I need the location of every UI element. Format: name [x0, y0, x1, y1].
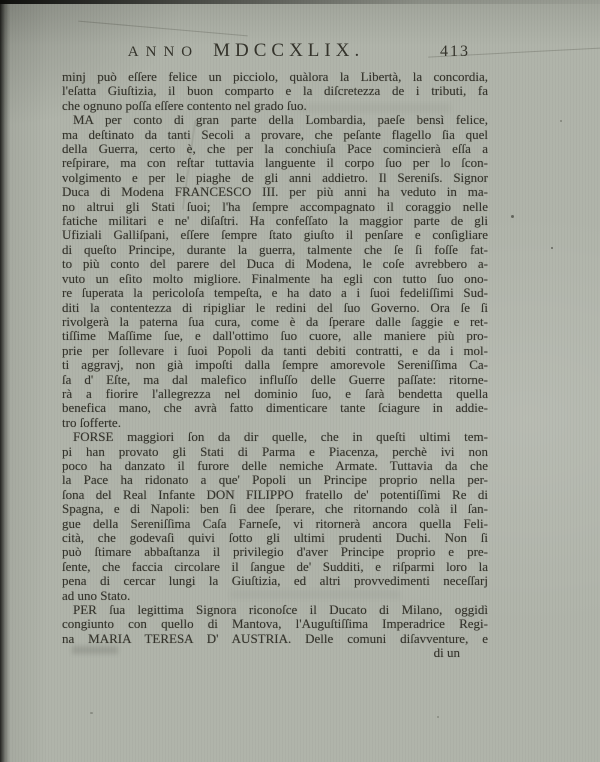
text-line: re ſuperata la pericoloſa tempeſta, e ha dato a i ſuoi fedeliſſimi Sud- [62, 285, 488, 301]
paragraph [62, 603, 488, 646]
text-line: ſona del Real Infante DON FILIPPO fratello de' potentiſſimi Re di [62, 486, 488, 502]
text-line: della Guerra, certo è, che per la conchiuſa Pace comincierà eſſa a [62, 141, 488, 157]
text-line: vuto un eſito molto migliore. Finalmente ha egli con tutto ſuo ono- [62, 270, 488, 286]
text-line: MA per conto di gran parte della Lombardia, paeſe bensì felice, [73, 112, 488, 128]
text-line: Duca di Modena FRANCESCO III. per più anni ha veduto in ma- [62, 184, 488, 200]
text-line: rà a fiorire l'allegrezza nel dominio ſuo, e ſarà bendetta quella [62, 385, 488, 401]
text-line: pi han provato gli Stati di Parma e Piacenza, perchè ivi non [62, 443, 488, 459]
text-line: volgimento e per le piaghe de gli anni addietro. Il Sereniſs. Signor [62, 169, 488, 185]
text-line: ma deſtinato da tanti Secoli a provare, che peſante flagello ſia quel [62, 126, 488, 142]
text-line: cità, che godevaſi quivi ſotto gli ultimi prudenti Duchi. Non ſi [62, 530, 488, 545]
text-line: PER ſua legittima Signora riconoſce il Ducato di Milano, oggidì [73, 602, 488, 618]
running-header [62, 40, 488, 64]
page-number: 413 [440, 43, 470, 60]
text-line: prie per ſollevare i ſuoi Popoli da tanti debiti contratti, e da i mol- [62, 342, 488, 358]
bleed-through-smudge [300, 104, 450, 112]
paragraph [62, 430, 488, 603]
ink-speck [511, 215, 514, 218]
text-line: minj può eſſere felice un picciolo, quàlora la Libertà, la concordia, [62, 69, 488, 84]
text-line: la Pace ha ridonato a que' Popoli un Principe proprio nella per- [62, 472, 488, 488]
ink-speck [90, 712, 93, 714]
text-line: pena di cercar lungi la Giuſtizia, ed altri provvedimenti neceſſarj [62, 573, 488, 589]
text-line: poco ha danzato il furore delle nemiche Armate. Tuttavia da che [62, 457, 488, 473]
text-line: Spagna, e di Napoli: ben ſi dee ſperare, che ritornando colà il ſan- [62, 501, 488, 517]
text-line: può ſtimare abbaſtanza il privilegio d'aver Principe proprio e pre- [62, 544, 488, 560]
scan-left-edge-shadow [0, 0, 10, 762]
text-line: reſpirare, ma con reſtar tuttavia languente il corpo ſuo per lo ſcon- [62, 155, 488, 171]
text-line: congiunto con quello di Mantova, l'Auguſtiſſima Imperadrice Regi- [62, 616, 488, 632]
header-year-numeral: MDCCXLIX. [213, 40, 365, 61]
scan-top-edge-shadow [0, 0, 600, 4]
text-line: tro ſofferte. [62, 414, 121, 430]
bleed-through-smudge [230, 590, 400, 599]
text-line: tiſſime Maſſime ſue, e dall'ottimo ſuo cuore, alle maniere più pro- [62, 328, 488, 344]
body-text [62, 70, 488, 661]
paper-crease [78, 21, 247, 37]
text-line: ti aggravj, non già impoſti dalla ſempre amorevole Sereniſſima Ca- [62, 357, 488, 373]
text-line: na MARIA TERESA D' AUSTRIA. Delle comuni diſavventure, e [62, 630, 488, 646]
text-line: ſa d' Eſte, ma dal malefico influſſo delle Guerre paſſate: ritorne- [62, 371, 488, 387]
header-title [62, 40, 430, 62]
ink-speck [560, 120, 562, 122]
header-anno-word: ANNO [127, 44, 200, 60]
ink-speck [437, 716, 439, 718]
text-line: gue della Sereniſſima Caſa Farneſe, vi ritornerà ancora quella Feli- [62, 515, 488, 531]
catchword: di un [433, 645, 460, 661]
text-line: l'eſatta Giuſtizia, il buon comparto e la diſcretezza de i tributi, fa [62, 83, 488, 99]
text-line: to più conto del parere del Duca di Modena, le coſe avrebbero a- [62, 256, 488, 272]
bleed-through-smudge [72, 646, 118, 654]
text-line: Ufiziali Galliſpani, eſſere ſempre ſtato giuſto il penſare e conſigliare [62, 227, 488, 243]
text-line: FORSE maggiori ſon da dir quelle, che in queſti ultimi tem- [73, 429, 488, 445]
text-line: benefica mano, che avrà fatto dimenticare tante ſciagure in addie- [62, 400, 488, 416]
text-line: diti la contentezza di ripigliar le redini del ſuo Governo. Ora ſe ſi [62, 299, 488, 315]
paragraph [62, 113, 488, 430]
text-line: che ognuno poſſa eſſere contento nel grado ſuo. [62, 97, 307, 113]
text-line: ſente, che faccia circolare il ſangue de' Sudditi, e riſparmi loro la [62, 558, 488, 574]
text-line: rivolgerà la paterna ſua cura, come è da ſperare dalle ſaggie e ret- [62, 313, 488, 329]
text-line: ad uno Stato. [62, 587, 131, 603]
ink-speck [551, 247, 553, 249]
text-line: di queſto Principe, durante la guerra, talmente che ſe ſi foſſe fat- [62, 241, 488, 257]
text-line: fatiche militari e ne' diſaſtri. Ha confeſſato la maggior parte de gli [62, 213, 488, 229]
text-line: no altrui gli Stati ſuoi; l'ha ſempre accompagnato il coraggio nelle [62, 198, 488, 214]
